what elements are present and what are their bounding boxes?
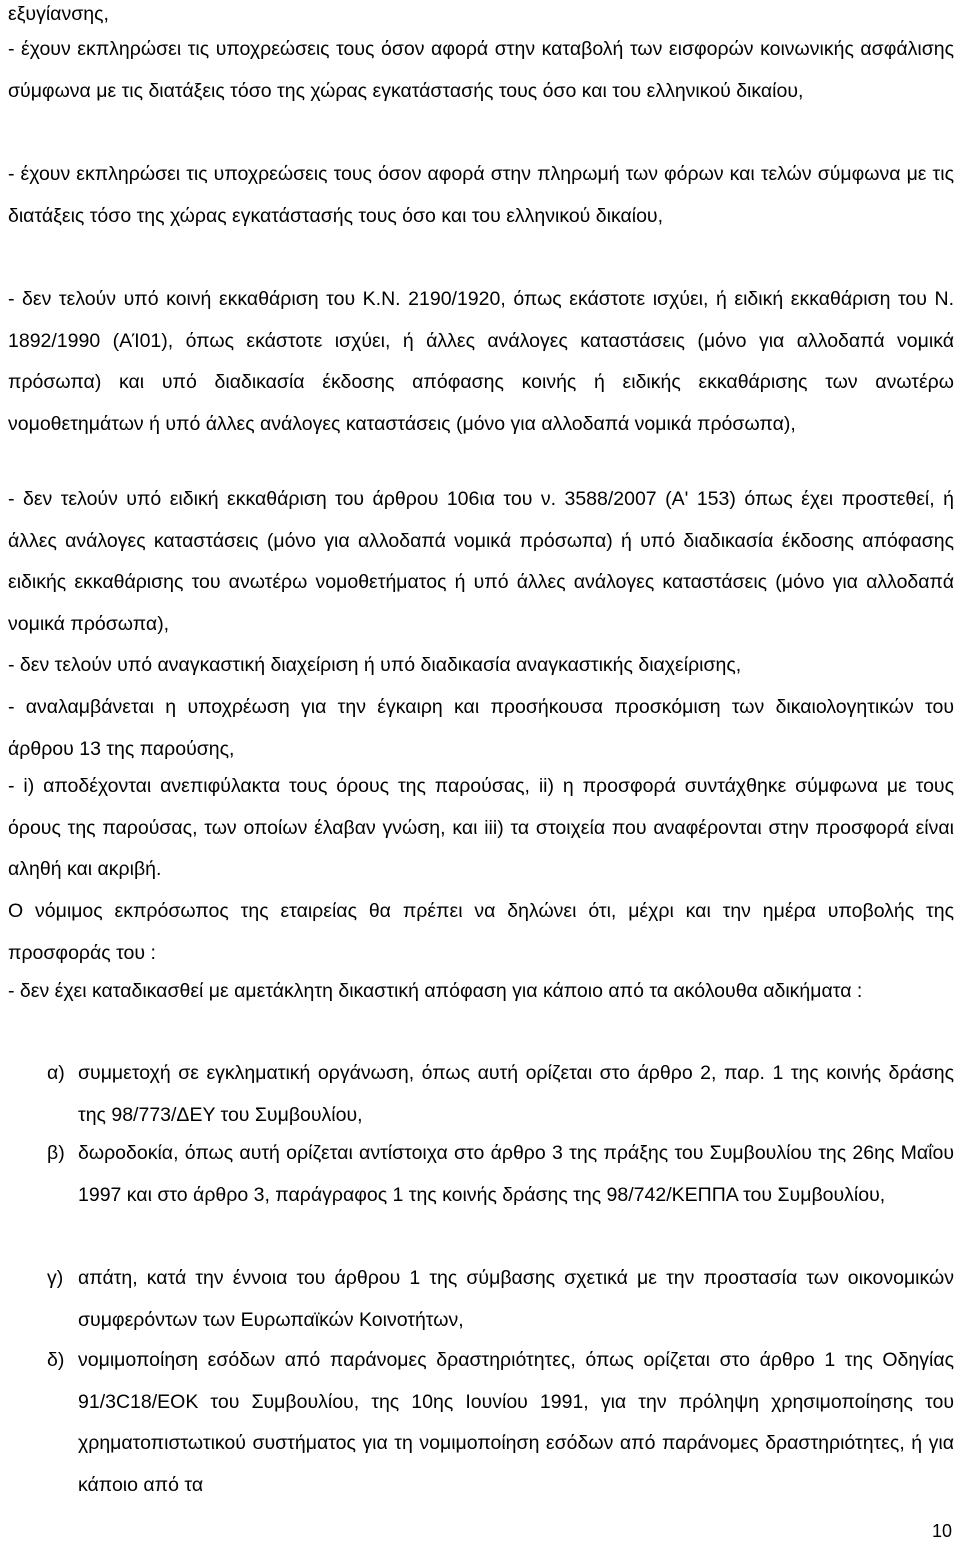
list-item-d: δ) νομιμοποίηση εσόδων από παράνομες δραστηριότητες, όπως ορίζεται στο άρθρο 1 της Οδηγίας 91/3C18/ΕΟΚ του Συμβουλίου, της 10ης Ιουνίου 1991, για την πρόληψη χρησιμοποίησης του χρηματοπιστωτικού συστήματος για τη νομιμοποίηση εσόδων από παράνομες δραστηριότητες, ή για κάποιο από τα <box>47 1349 954 1496</box>
bullet-social-security: - έχουν εκπληρώσει τις υποχρεώσεις τους όσον αφορά στην καταβολή των εισφορών κοινωνικής ασφάλισης σύμφωνα με τις διατάξεις τόσο της χώρας εγκατάστασής τους όσο και του ελληνικού δικαίου, <box>8 38 954 102</box>
bullet-documents: - αναλαμβάνεται η υποχρέωση για την έγκαιρη και προσήκουσα προσκόμιση των δικαιολογητικών του άρθρου 13 της παρούσης, <box>8 696 954 760</box>
bullet-liquidation: - δεν τελούν υπό κοινή εκκαθάριση του Κ.Ν. 2190/1920, όπως εκάστοτε ισχύει, ή ειδική εκκαθάριση του Ν. 1892/1990 (ΑΊ01), όπως εκάστοτε ισχύει, ή άλλες ανάλογες καταστάσεις (μόνο για αλλοδαπά νομικά πρόσωπα) και υπό διαδικασία έκδοσης απόφασης κοινής ή ειδικής εκκαθάρισης των ανωτέρω νομοθετημάτων ή υπό άλλες ανάλογες καταστάσεις (μόνο για αλλοδαπά νομικά πρόσωπα), <box>8 288 954 435</box>
bullet-special-liquidation: - δεν τελούν υπό ειδική εκκαθάριση του άρθρου 106ια του ν. 3588/2007 (Α' 153) όπως έχει προστεθεί, ή άλλες ανάλογες καταστάσεις (μόνο για αλλοδαπά νομικά πρόσωπα) ή υπό διαδικασία έκδοσης απόφασης ειδικής εκκαθάρισης του ανωτέρω νομοθετήματος ή υπό άλλες ανάλογες καταστάσεις (μόνο για αλλοδαπά νομικά πρόσωπα), <box>8 488 954 635</box>
list-item-b: β) δωροδοκία, όπως αυτή ορίζεται αντίστοιχα στο άρθρο 3 της πράξης του Συμβουλίου της 26ης Μαΐου 1997 και στο άρθρο 3, παράγραφος 1 της κοινής δράσης της 98/742/ΚΕΠΠΑ του Συμβουλίου, <box>47 1142 954 1206</box>
page-number: 10 <box>931 1521 952 1541</box>
bullet-taxes: - έχουν εκπληρώσει τις υποχρεώσεις τους όσον αφορά στην πληρωμή των φόρων και τελών σύμφωνα με τις διατάξεις τόσο της χώρας εγκατάστασής τους όσο και του ελληνικού δικαίου, <box>8 163 954 227</box>
bullet-conviction: - δεν έχει καταδικασθεί με αμετάκλητη δικαστική απόφαση για κάποιο από τα ακόλουθα αδικήματα : <box>8 980 863 1002</box>
list-item-a: α) συμμετοχή σε εγκληματική οργάνωση, όπως αυτή ορίζεται στο άρθρο 2, παρ. 1 της κοινής δράσης της 98/773/ΔΕΥ του Συμβουλίου, <box>47 1062 954 1126</box>
bullet-acceptance: - i) αποδέχονται ανεπιφύλακτα τους όρους της παρούσας, ii) η προσφορά συντάχθηκε σύμφωνα με τους όρους της παρούσας, των οποίων έλαβαν γνώση, και iii) τα στοιχεία που αναφέρονται στην προσφορά είναι αληθή και ακριβή. <box>8 775 954 881</box>
list-item-c: γ) απάτη, κατά την έννοια του άρθρου 1 της σύμβασης σχετικά με την προστασία των οικονομικών συμφερόντων των Ευρωπαϊκών Κοινοτήτων, <box>47 1267 954 1331</box>
bullet-forced-administration: - δεν τελούν υπό αναγκαστική διαχείριση ή υπό διαδικασία αναγκαστικής διαχείρισης, <box>8 654 742 676</box>
paragraph-continuation: εξυγίανσης, <box>8 3 109 25</box>
paragraph-legal-representative: Ο νόμιμος εκπρόσωπος της εταιρείας θα πρέπει να δηλώνει ότι, μέχρι και την ημέρα υποβολής της προσφοράς του : <box>8 900 954 964</box>
